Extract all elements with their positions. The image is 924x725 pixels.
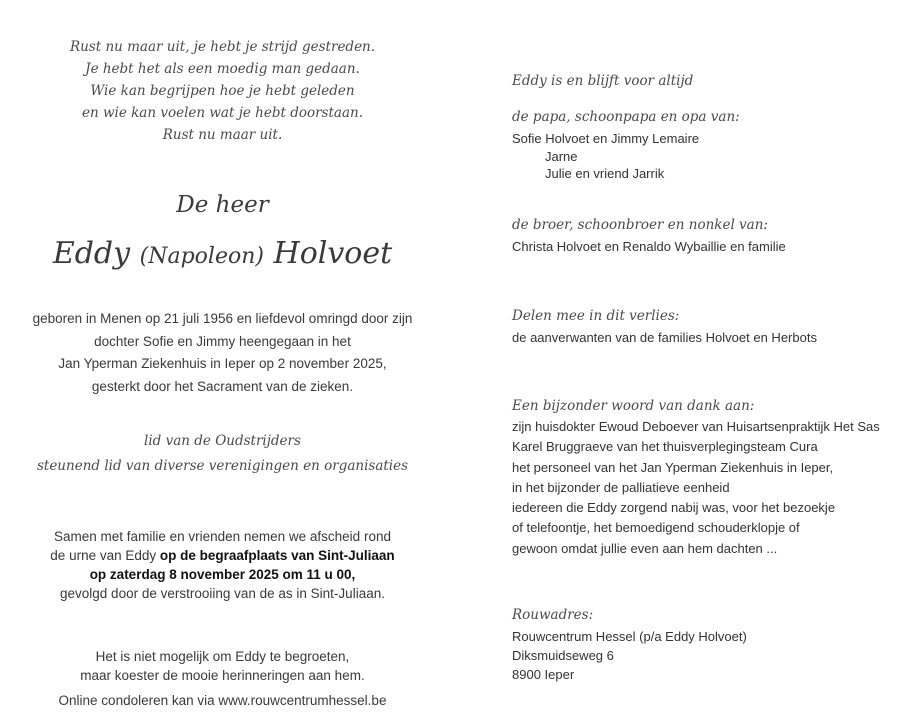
farewell-notice	[20, 527, 425, 603]
family-line: Julie en vriend Jarrik	[545, 166, 665, 181]
first-name: Eddy	[52, 236, 131, 271]
address-line: Rouwcentrum Hessel (p/a Eddy Holvoet)	[512, 629, 747, 644]
condolence-notice	[20, 647, 425, 710]
address-heading: Rouwadres:	[512, 607, 594, 623]
poem-line: en wie kan voelen wat je hebt doorstaan.	[82, 105, 363, 121]
farewell-line	[20, 546, 425, 565]
bio-line: dochter Sofie en Jimmy heengegaan in het	[94, 333, 351, 349]
nickname: (Napoleon)	[139, 244, 264, 269]
farewell-line: gevolgd door de verstrooiing van de as in Sint-Juliaan.	[60, 586, 385, 601]
address-line: 8900 Ieper	[512, 667, 575, 682]
family-line: Jarne	[545, 148, 578, 164]
bio-line: geboren in Menen op 21 juli 1956 en liefdevol omringd door zijn	[32, 311, 413, 326]
condolence-line: maar koester de mooie herinneringen aan hem.	[80, 668, 365, 683]
thanks-line: gewoon omdat jullie even aan hem dachten ...	[512, 540, 778, 556]
deceased-name	[20, 236, 425, 271]
thanks-line: het personeel van het Jan Yperman Ziekenhuis in Ieper,	[512, 459, 834, 475]
bio-line: gesterkt door het Sacrament van de zieken.	[91, 378, 354, 394]
ceremony-date: op zaterdag 8 november 2025 om 11 u 00,	[89, 567, 356, 582]
family-section	[512, 109, 912, 183]
thanks-line: of telefoontje, het bemoedigend schouderklopje of	[512, 520, 800, 536]
burial-location: op de begraafplaats van Sint-Juliaan	[159, 548, 395, 563]
salutation: De heer	[176, 192, 269, 218]
family-line: Sofie Holvoet en Jimmy Lemaire	[512, 131, 700, 146]
membership	[20, 429, 425, 479]
share-heading: Delen mee in dit verlies:	[512, 308, 680, 324]
siblings-section	[512, 217, 912, 256]
membership-line: steunend lid van diverse verenigingen en organisaties	[36, 458, 409, 474]
farewell-line: Samen met familie en vrienden nemen we afscheid rond	[54, 529, 391, 544]
condolence-line: Het is niet mogelijk om Eddy te begroeten,	[95, 649, 350, 664]
membership-line: lid van de Oudstrijders	[144, 433, 301, 449]
address-section	[512, 607, 912, 684]
farewell-text: de urne van Eddy	[50, 548, 160, 563]
thanks-line: Karel Bruggraeve van het thuisverplegingsteam Cura	[512, 439, 818, 455]
address-line: Diksmuidseweg 6	[512, 648, 614, 663]
poem-line: Je hebt het als een moedig man gedaan.	[85, 61, 360, 77]
share-section	[512, 308, 912, 347]
poem-line: Rust nu maar uit, je hebt je strijd gestreden.	[69, 39, 376, 55]
poem-line: Rust nu maar uit.	[162, 127, 283, 143]
thanks-line: zijn huisdokter Ewoud Deboever van Huisartsenpraktijk Het Sas	[512, 419, 880, 434]
thanks-line: iedereen die Eddy zorgend nabij was, voor het bezoekje	[512, 500, 836, 516]
intro-heading: Eddy is en blijft voor altijd	[512, 73, 694, 89]
condolence-website: Online condoleren kan via www.rouwcentrumhessel.be	[58, 693, 387, 708]
thanks-section	[512, 398, 912, 559]
bio-line: Jan Yperman Ziekenhuis in Ieper op 2 november 2025,	[58, 356, 387, 371]
biography	[20, 308, 425, 398]
thanks-line: in het bijzonder de palliatieve eenheid	[512, 479, 730, 495]
family-heading: de papa, schoonpapa en opa van:	[512, 109, 740, 125]
poem-line: Wie kan begrijpen hoe je hebt geleden	[90, 83, 355, 99]
farewell-line	[20, 565, 425, 584]
last-name: Holvoet	[273, 236, 393, 271]
thanks-heading: Een bijzonder woord van dank aan:	[512, 398, 755, 414]
siblings-heading: de broer, schoonbroer en nonkel van:	[512, 217, 768, 233]
share-line: de aanverwanten van de families Holvoet en Herbots	[512, 330, 817, 345]
siblings-line: Christa Holvoet en Renaldo Wybaillie en familie	[512, 239, 786, 254]
poem	[20, 36, 425, 146]
